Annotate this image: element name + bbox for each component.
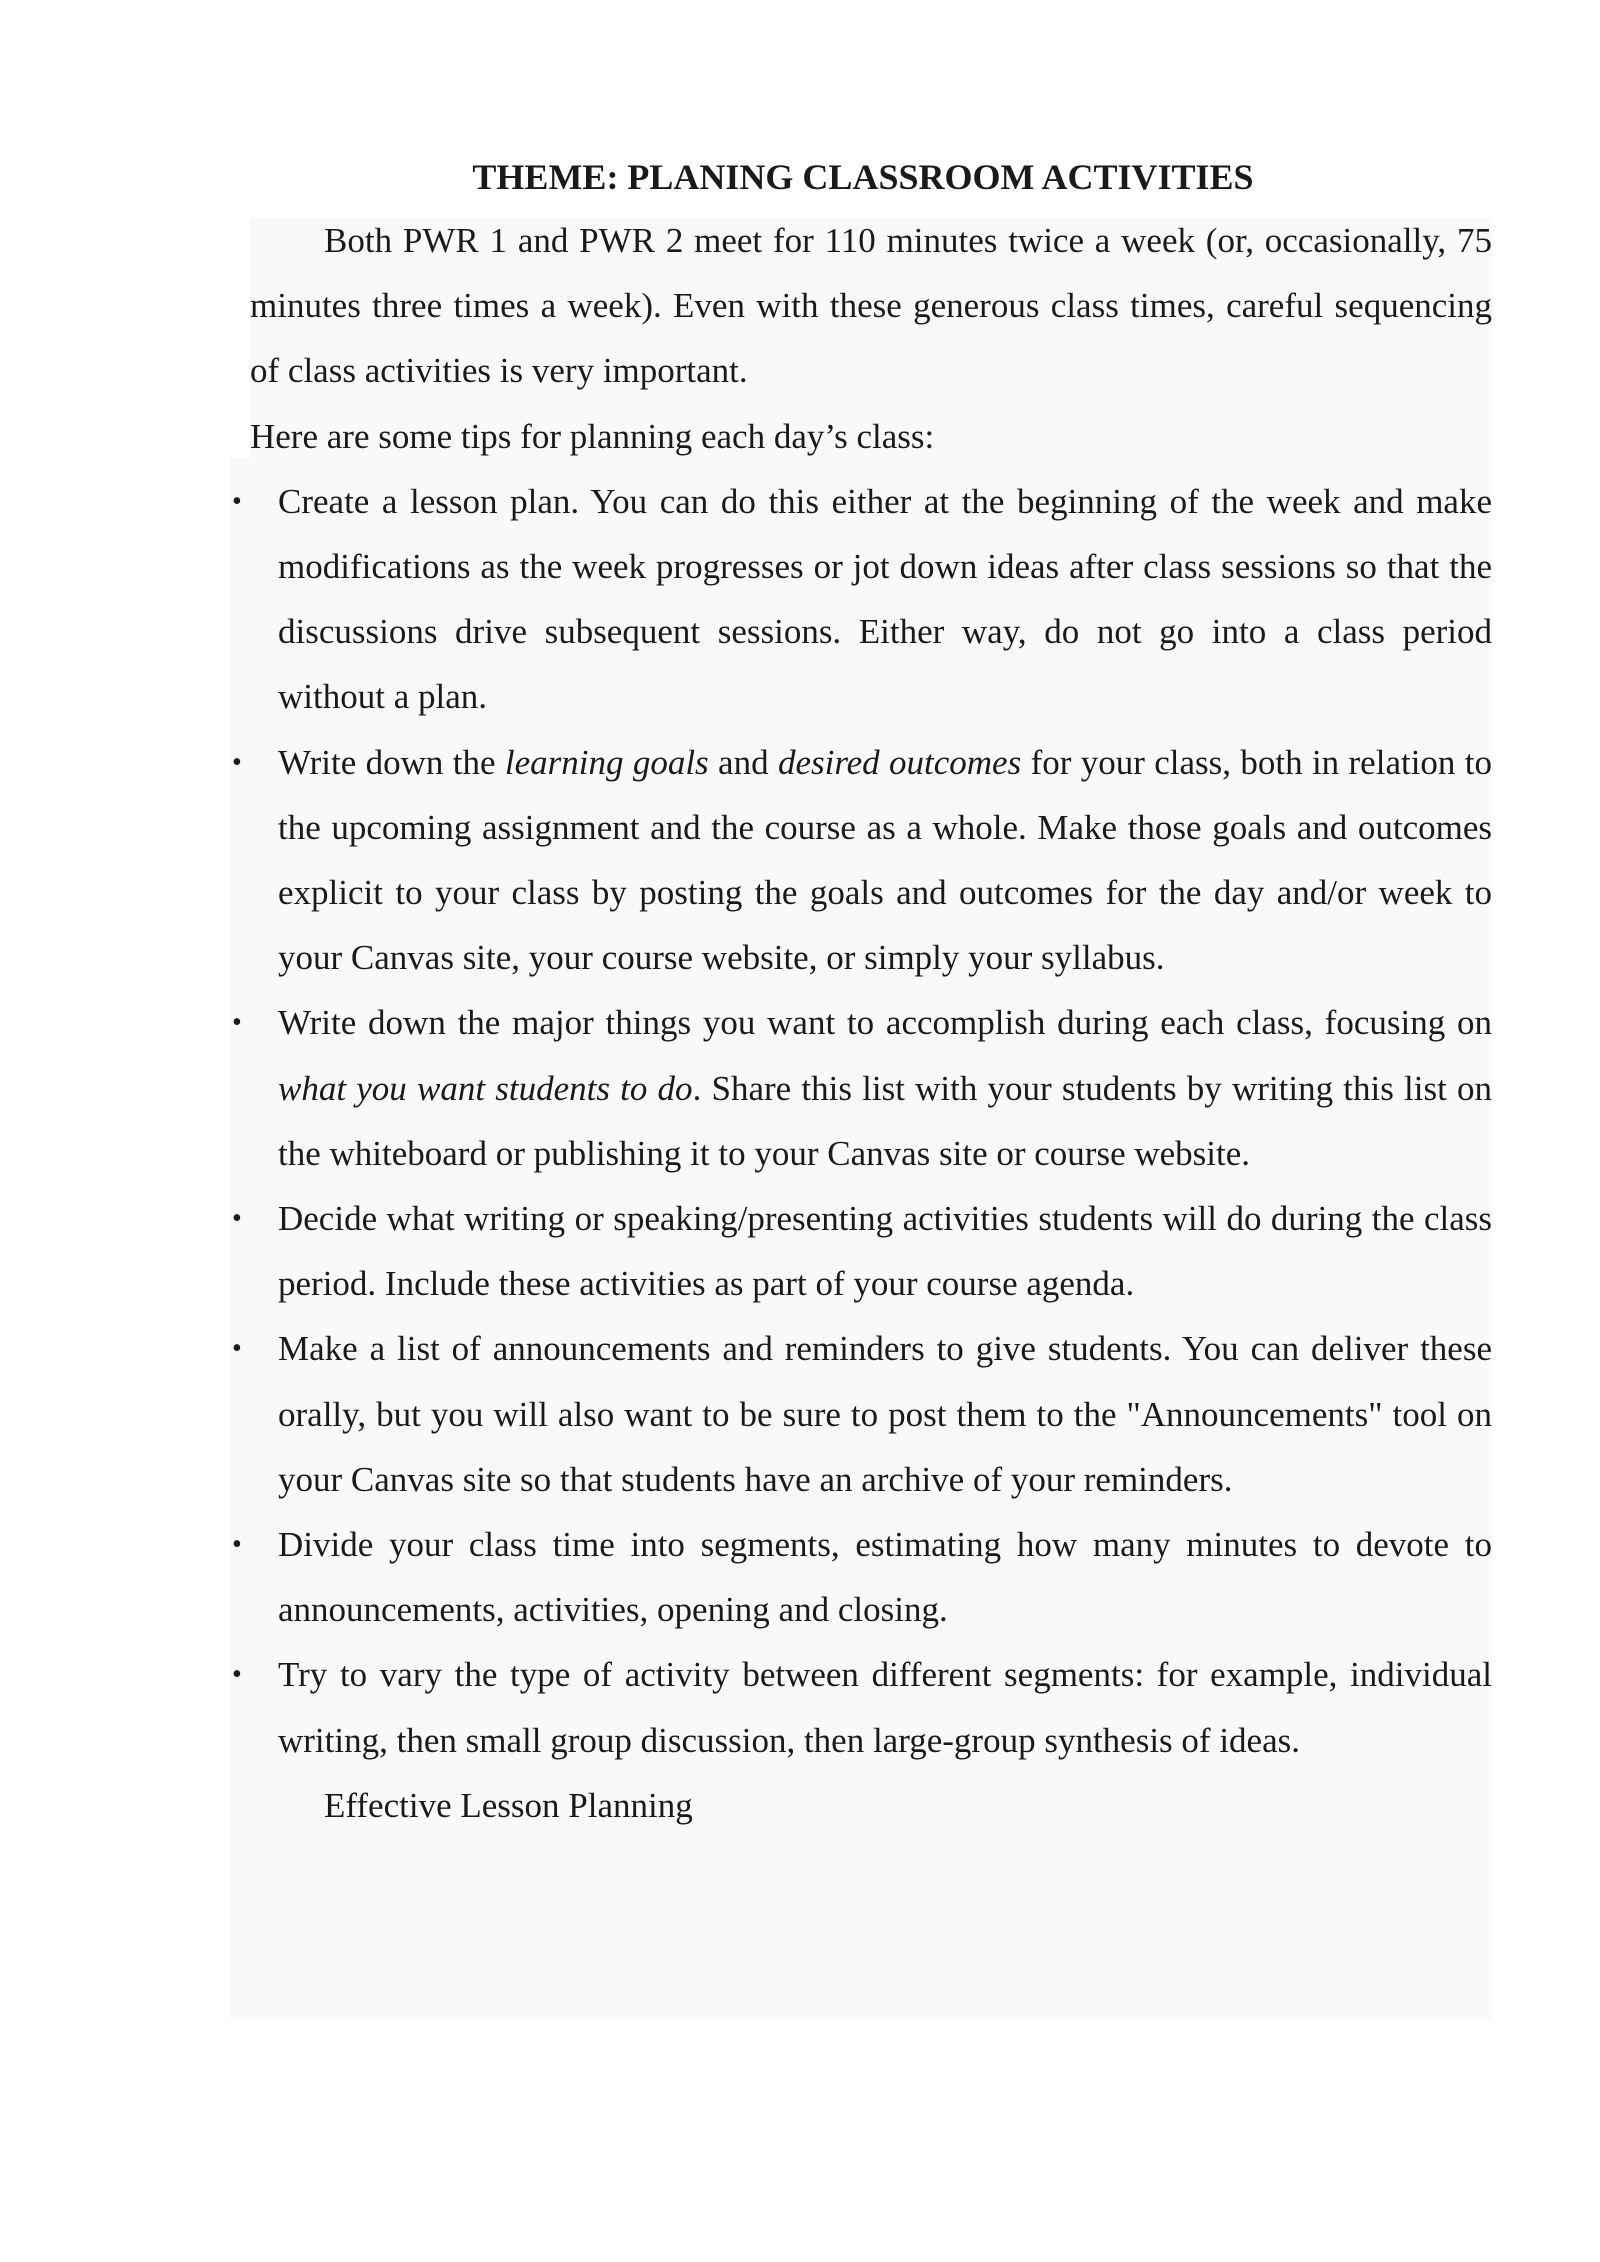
tip-emphasis: what you want students to do — [278, 1068, 693, 1108]
bullet-icon: • — [232, 485, 242, 517]
list-item — [232, 730, 1492, 991]
intro-paragraph: Both PWR 1 and PWR 2 meet for 110 minutes twice a week (or, occasionally, 75 minutes three times a week). Even with these generous class times, careful sequencing of class activities is very important. — [250, 221, 1492, 391]
tips-list — [232, 469, 1492, 1773]
tip-text-post: . Share this list with your students by writing this list on the whiteboard or publishing it to your Canvas site or course website. — [278, 1068, 1492, 1173]
tip-text-post: for your class, both in relation to the upcoming assignment and the course as a whole. Make those goals and outcomes explicit to your class by posting the goals and outcomes for the day and/or week to your Canvas site, your course website, or simply your syllabus. — [278, 742, 1492, 978]
list-item — [232, 1642, 1492, 1772]
list-item — [232, 1186, 1492, 1316]
list-item — [232, 990, 1492, 1186]
bullet-icon: • — [232, 746, 242, 778]
list-item — [232, 1512, 1492, 1642]
closing-line: Effective Lesson Planning — [324, 1785, 693, 1825]
list-item — [232, 469, 1492, 730]
bullet-icon: • — [232, 1659, 242, 1691]
tip-emphasis: learning goals — [504, 742, 709, 782]
tip-text-pre: Write down the major things you want to accomplish during each class, focusing on — [278, 1003, 1492, 1043]
page-title: THEME: PLANING CLASSROOM ACTIVITIES — [472, 157, 1254, 197]
page-title-container — [250, 152, 1476, 202]
bullet-icon: • — [232, 1203, 242, 1235]
tip-text: Make a list of announcements and reminders to give students. You can deliver these orally, but you will also want to be sure to post them to the "Announcements" tool on your Canvas site so that students have an archive of your reminders. — [278, 1329, 1492, 1499]
tips-heading: Here are some tips for planning each day’s class: — [250, 416, 935, 456]
tip-text: Try to vary the type of activity between different segments: for example, individual writing, then small group discussion, then large-group synthesis of ideas. — [278, 1655, 1492, 1760]
bullet-icon: • — [232, 1529, 242, 1561]
tip-text: Divide your class time into segments, estimating how many minutes to devote to announcements, activities, opening and closing. — [278, 1525, 1492, 1630]
tip-text-pre: Write down the — [278, 742, 505, 782]
tip-text: Create a lesson plan. You can do this either at the beginning of the week and make modifications as the week progresses or jot down ideas after class sessions so that the discussions drive subsequent sessions. Either way, do not go into a class period without a plan. — [278, 481, 1492, 717]
bullet-icon: • — [232, 1007, 242, 1039]
tip-emphasis: desired outcomes — [777, 742, 1022, 782]
list-item — [232, 1316, 1492, 1512]
tip-text-mid: and — [708, 742, 778, 782]
document-body — [232, 208, 1492, 1838]
bullet-icon: • — [232, 1333, 242, 1365]
tip-text: Decide what writing or speaking/presenting activities students will do during the class period. Include these activities as part of your course agenda. — [278, 1199, 1492, 1304]
